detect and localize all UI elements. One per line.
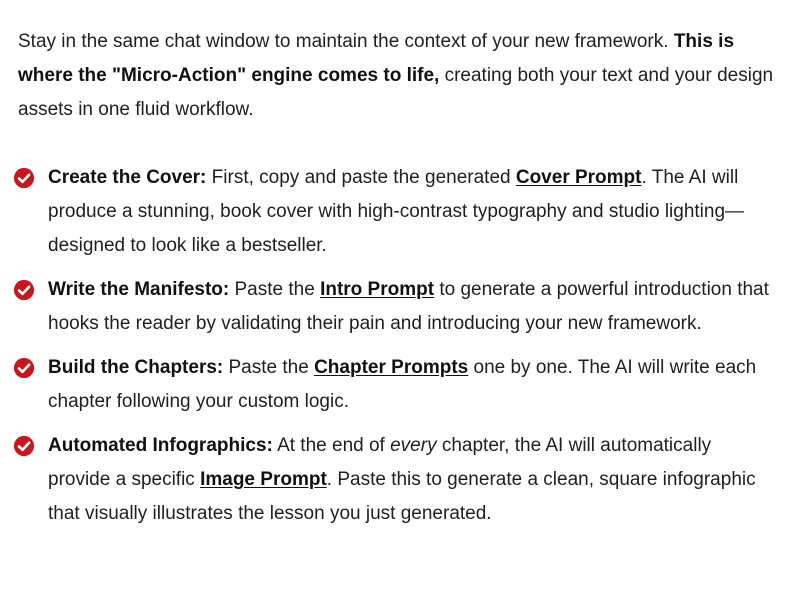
step-title: Automated Infographics: xyxy=(48,435,273,456)
intro-rest-text: creating both your text and your design assets in one fluid workflow. xyxy=(18,65,774,120)
image-prompt-link[interactable]: Image Prompt xyxy=(200,469,327,490)
step-text: . Paste this to generate a clean, square infographic that visually illustrates the lesson you just generated. xyxy=(48,469,756,524)
intro-prompt-link[interactable]: Intro Prompt xyxy=(320,279,435,300)
step-text: . The AI will produce a stunning, book cover with high-contrast typography and studio lighting—designed to look like a bestseller. xyxy=(48,167,745,256)
check-circle-icon xyxy=(13,357,35,379)
list-item-cover xyxy=(0,161,785,263)
intro-line: Stay in the same chat window to maintain the context of your new framework. xyxy=(18,31,669,52)
step-text: chapter, the AI will automatically provide a specific xyxy=(48,435,712,490)
step-title: Create the Cover: xyxy=(48,167,207,188)
chapter-prompts-link[interactable]: Chapter Prompts xyxy=(314,357,469,378)
list-item-infographics xyxy=(0,429,785,531)
check-circle-icon xyxy=(13,279,35,301)
step-text: At the end of xyxy=(272,435,391,456)
intro-bold-text: This is where the "Micro-Action" engine comes to life, xyxy=(18,31,735,86)
step-text: Paste the xyxy=(229,279,321,300)
list-item-chapters xyxy=(0,351,785,419)
check-circle-icon xyxy=(13,167,35,189)
step-text: to generate a powerful introduction that hooks the reader by validating their pain and introducing your new framework. xyxy=(48,279,769,334)
cover-prompt-link[interactable]: Cover Prompt xyxy=(515,167,642,188)
emphasis-text: every xyxy=(390,435,437,456)
check-circle-icon xyxy=(13,435,35,457)
intro-paragraph xyxy=(18,25,780,127)
step-title: Write the Manifesto: xyxy=(48,279,230,300)
step-text: one by one. The AI will write each chapter following your custom logic. xyxy=(48,357,757,412)
step-text: Paste the xyxy=(223,357,315,378)
step-list xyxy=(0,161,785,541)
step-title: Build the Chapters: xyxy=(48,357,224,378)
list-item-manifesto xyxy=(0,273,785,341)
step-text: First, copy and paste the generated xyxy=(206,167,516,188)
